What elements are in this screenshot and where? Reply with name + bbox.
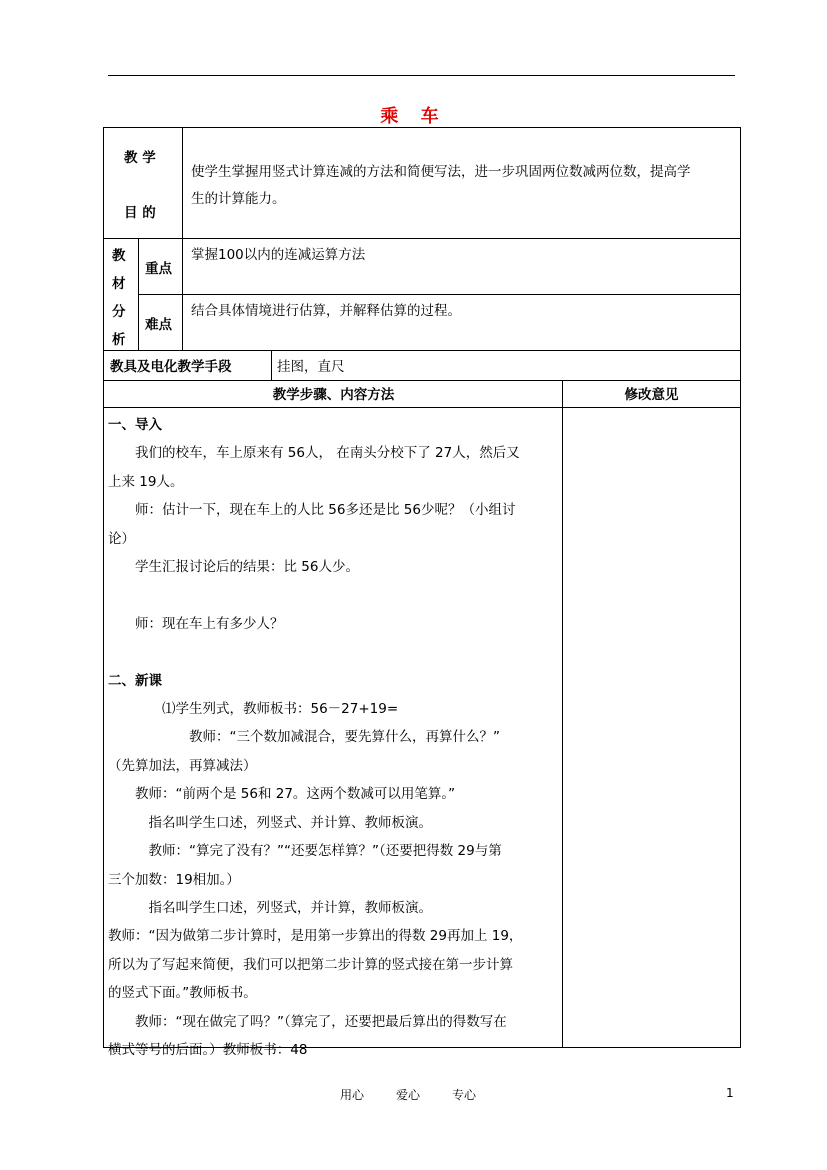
body-line: 教师：“算完了没有？”“还要怎样算？”（还要把得数 29与第 bbox=[108, 843, 502, 860]
body-line: （先算加法，再算减法） bbox=[108, 757, 257, 774]
body-line: 的竖式下面。”教师板书。 bbox=[108, 985, 257, 1002]
revisions-column-header: 修改意见 bbox=[624, 387, 679, 403]
body-line: 师：估计一下，现在车上的人比 56多还是比 56少呢？（小组讨 bbox=[108, 502, 516, 519]
body-line bbox=[108, 581, 560, 609]
body-line: 教师：“前两个是 56和 27。这两个数减可以用笔算。” bbox=[108, 786, 456, 803]
body-line: 教师：“现在做完了吗？”（算完了，还要把最后算出的得数写在 bbox=[108, 1013, 507, 1030]
page-number: 1 bbox=[726, 1086, 734, 1100]
analysis-label-char-3: 分 bbox=[112, 304, 126, 320]
body-line: 教师：“因为做第二步计算时，是用第一步算出的得数 29再加上 19， bbox=[108, 928, 523, 945]
steps-column-header: 教学步骤、内容方法 bbox=[272, 387, 395, 403]
footer-motto-2: 爱心 bbox=[396, 1088, 421, 1102]
body-line: 三个加数：19相加。） bbox=[108, 871, 240, 888]
body-line: 指名叫学生口述，列竖式，并计算，教师板演。 bbox=[108, 899, 432, 916]
analysis-label-char-1: 教 bbox=[112, 248, 126, 264]
objective-label-bottom: 目 的 bbox=[124, 205, 156, 221]
footer-motto-1: 用心 bbox=[340, 1088, 365, 1102]
body-line bbox=[108, 638, 560, 666]
key-point-label: 重点 bbox=[145, 261, 172, 277]
page-title: 乘 车 bbox=[380, 106, 447, 127]
body-line: 所以为了写起来简便，我们可以把第二步计算的竖式接在第一步计算 bbox=[108, 956, 513, 973]
difficult-point-text: 结合具体情境进行估算，并解释估算的过程。 bbox=[191, 303, 461, 319]
difficult-point-label: 难点 bbox=[145, 317, 172, 333]
key-point-text: 掌握100以内的连减运算方法 bbox=[191, 247, 366, 263]
section-heading-intro: 一、导入 bbox=[108, 417, 162, 433]
analysis-label-char-2: 材 bbox=[112, 276, 126, 292]
header-rule bbox=[108, 75, 735, 76]
body-line: ⑴学生列式，教师板书：56－27+19= bbox=[108, 701, 399, 718]
objective-label-top: 教 学 bbox=[124, 150, 156, 166]
tools-label: 教具及电化教学手段 bbox=[110, 359, 232, 375]
body-line: 上来 19人。 bbox=[108, 473, 184, 490]
lesson-steps-content bbox=[108, 411, 560, 1064]
body-line: 学生汇报讨论后的结果：比 56人少。 bbox=[108, 559, 359, 576]
tools-value: 挂图，直尺 bbox=[277, 359, 345, 375]
section-heading-new-lesson: 二、新课 bbox=[108, 672, 162, 689]
body-line: 我们的校车，车上原来有 56人， 在南头分校下了 27人，然后又 bbox=[108, 445, 520, 462]
body-line: 横式等号的后面。）教师板书：48 bbox=[108, 1041, 308, 1058]
objective-text-line1: 使学生掌握用竖式计算连减的方法和简便写法，进一步巩固两位数减两位数，提高学 bbox=[191, 164, 691, 180]
footer-motto-3: 专心 bbox=[452, 1088, 477, 1102]
body-line: 指名叫学生口述，列竖式、并计算、教师板演。 bbox=[108, 814, 432, 831]
body-line: 师：现在车上有多少人？ bbox=[108, 615, 284, 632]
body-line: 教师：“三个数加减混合，要先算什么，再算什么？” bbox=[108, 729, 500, 746]
analysis-label-char-4: 析 bbox=[112, 332, 126, 348]
objective-text-line2: 生的计算能力。 bbox=[191, 191, 286, 207]
body-line: 论） bbox=[108, 530, 135, 547]
